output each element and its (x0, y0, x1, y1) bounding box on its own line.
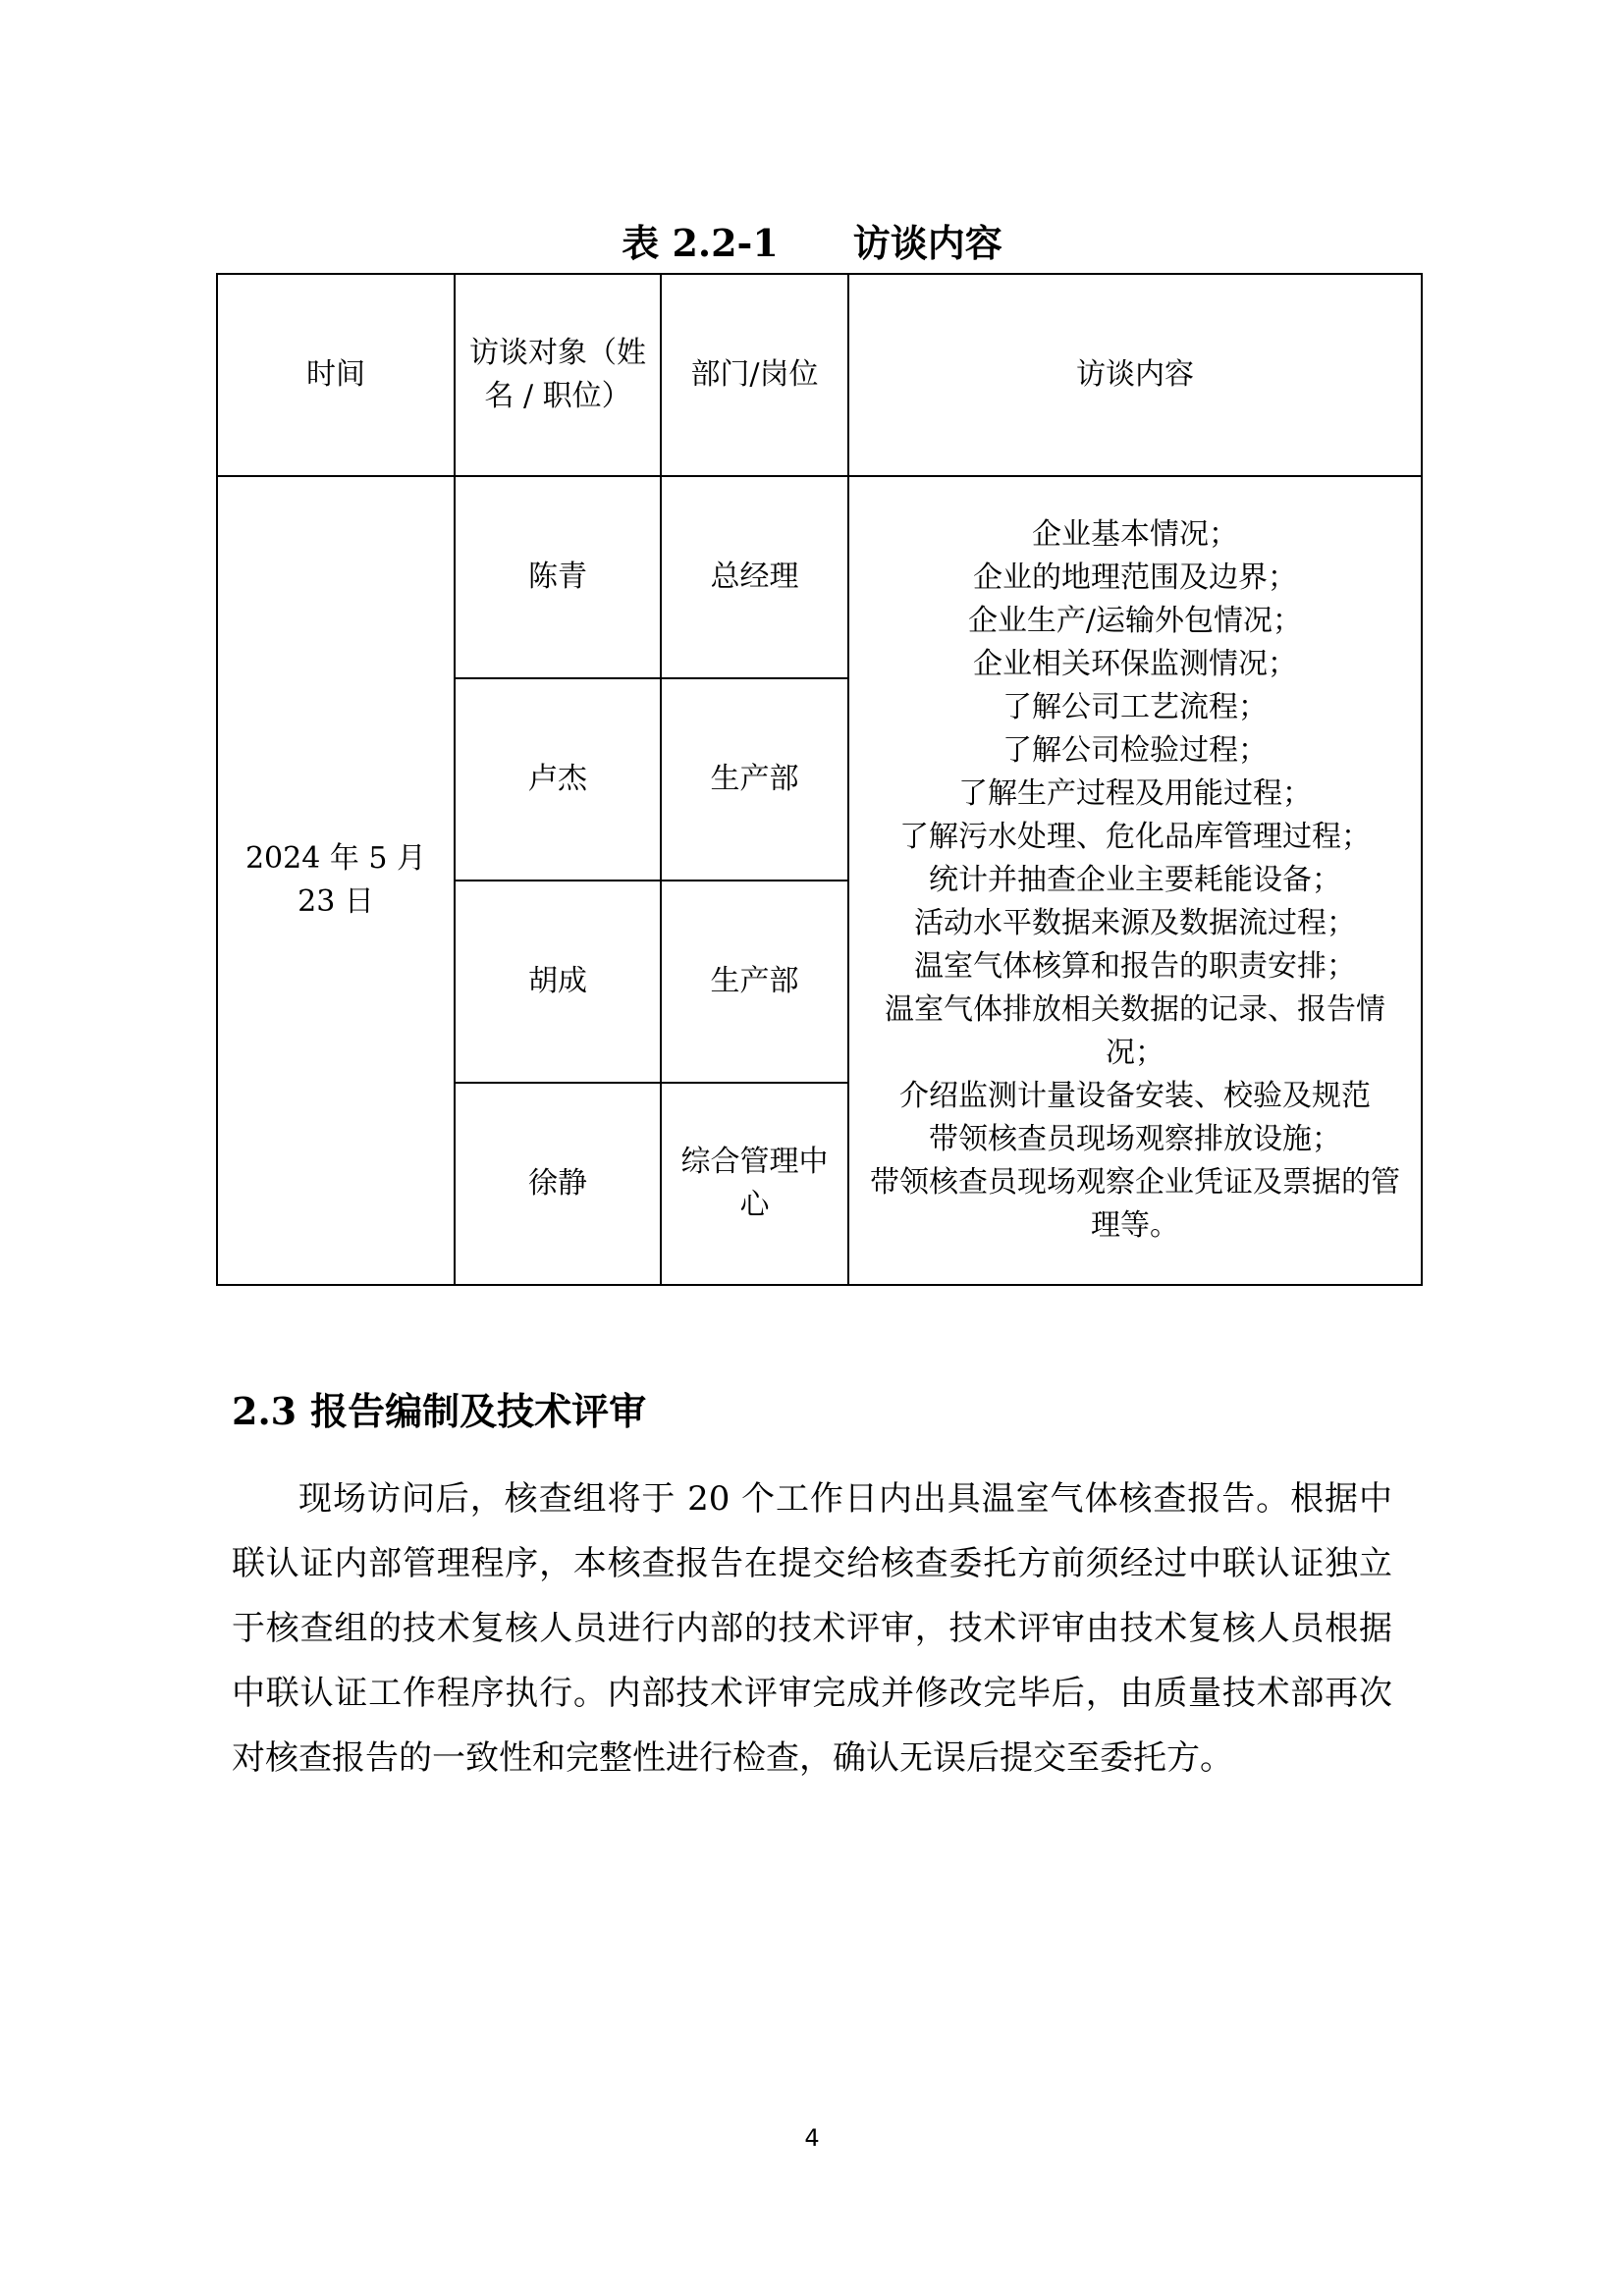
section-number: 2.3 (232, 1389, 298, 1433)
table-caption: 表 2.2-1 访谈内容 (622, 221, 1002, 265)
section-title: 报告编制及技术评审 (310, 1389, 647, 1433)
interviewee-department: 生产部 (661, 881, 848, 1083)
content-item: 温室气体排放相关数据的记录、报告情况； (885, 992, 1385, 1070)
content-item: 了解公司检验过程； (1002, 733, 1268, 768)
content-item: 带领核查员现场观察排放设施； (929, 1122, 1341, 1156)
interview-content (848, 476, 1422, 1285)
header-content: 访谈内容 (848, 274, 1422, 476)
content-item: 活动水平数据来源及数据流过程； (914, 906, 1356, 940)
section-heading (232, 1382, 646, 1441)
content-item: 介绍监测计量设备安装、校验及规范 (899, 1079, 1371, 1113)
interviewee-name: 陈青 (455, 476, 661, 678)
content-item: 了解生产过程及用能过程； (958, 776, 1312, 811)
content-item: 带领核查员现场观察企业凭证及票据的管理等。 (870, 1165, 1400, 1243)
interview-date: 2024 年 5 月 23 日 (217, 476, 455, 1285)
content-item: 温室气体核算和报告的职责安排； (914, 949, 1356, 984)
content-item: 企业的地理范围及边界； (973, 561, 1297, 595)
table-row (217, 476, 1422, 678)
header-department: 部门/岗位 (661, 274, 848, 476)
content-item: 企业相关环保监测情况； (973, 647, 1297, 681)
interviewee-name: 胡成 (455, 881, 661, 1083)
interview-table (216, 273, 1423, 1286)
header-interviewee: 访谈对象（姓名 / 职位） (455, 274, 661, 476)
content-item: 了解公司工艺流程； (1002, 690, 1268, 724)
table-header-row (217, 274, 1422, 476)
content-item: 统计并抽查企业主要耗能设备； (929, 863, 1341, 897)
content-item: 了解污水处理、危化品库管理过程； (899, 820, 1371, 854)
interviewee-department: 总经理 (661, 476, 848, 678)
content-item: 企业基本情况； (1032, 517, 1238, 552)
interviewee-name: 卢杰 (455, 678, 661, 881)
interviewee-department: 综合管理中心 (661, 1083, 848, 1285)
interviewee-department: 生产部 (661, 678, 848, 881)
interviewee-name: 徐静 (455, 1083, 661, 1285)
header-time: 时间 (217, 274, 455, 476)
body-paragraph: 现场访问后，核查组将于 20 个工作日内出具温室气体核查报告。根据中联认证内部管理程序，本核查报告在提交给核查委托方前须经过中联认证独立于核查组的技术复核人员进行内部的技术评审，技术评审由技术复核人员根据中联认证工作程序执行。内部技术评审完成并修改完毕后，由质量技术部再次对核查报告的一致性和完整性进行检查，确认无误后提交至委托方。 (232, 1479, 1392, 1778)
content-item: 企业生产/运输外包情况； (967, 604, 1303, 638)
page-number: 4 (804, 2124, 820, 2152)
